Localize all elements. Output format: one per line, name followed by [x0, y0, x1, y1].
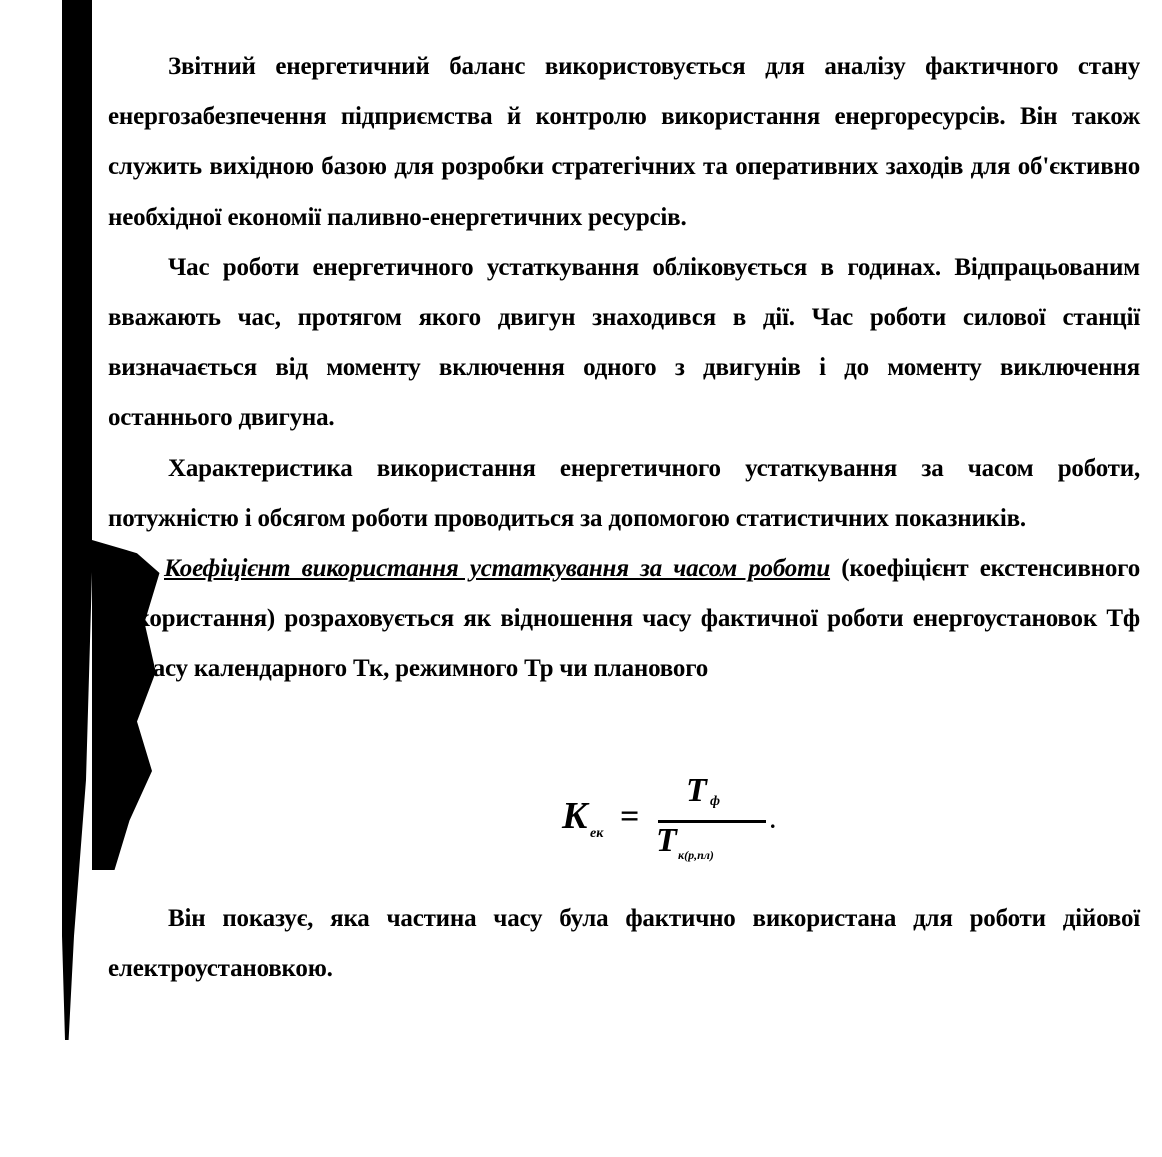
formula-denominator: T [656, 822, 677, 859]
document-body [108, 42, 1140, 695]
definition-text: (коефіцієнт екстенсивного використання) розраховується як відношення часу фактичної роботи енергоустановок Тф до часу календарного Тк, режимного Тр чи планового [108, 555, 1140, 683]
formula-numerator-subscript: ф [710, 794, 721, 809]
paragraph-energy-balance: Звітний енергетичний баланс використовується для аналізу фактичного стану енергозабезпечення підприємства й контролю використання енергоресурсів. Він також служить вихідною базою для розробки стратегічних та оперативних заходів для об'єктивно необхідної економії паливно-енергетичних ресурсів. [108, 53, 1140, 231]
coefficient-formula [562, 772, 822, 872]
paragraph-characteristics: Характеристика використання енергетичного устаткування за часом роботи, потужністю і обсягом роботи проводиться за допомогою статистичних показників. [108, 454, 1140, 532]
formula-numerator: T [686, 772, 707, 809]
formula-period: . [770, 808, 776, 833]
formula-lhs-subscript: ек [590, 826, 604, 841]
formula-equals: = [620, 798, 640, 835]
paragraph-operating-time: Час роботи енергетичного устаткування обліковується в годинах. Відпрацьованим вважають час, протягом якого двигун знаходився в дії. Час роботи силової станції визначається від моменту включення одного з двигунів і до моменту виключення останнього двигуна. [108, 253, 1140, 432]
formula-lhs: K [562, 795, 588, 837]
paragraph-closing: Він показує, яка частина часу була фактично використана для роботи дійової електроустановкою. [108, 905, 1140, 983]
defined-term: Коефіцієнт використання устаткування за часом роботи [164, 555, 831, 583]
formula-denominator-subscript: к(р,пл) [678, 848, 714, 862]
paragraph-coefficient-definition [108, 544, 1140, 695]
document-body-closing [108, 894, 1140, 994]
scan-shadow-edge [62, 0, 92, 1040]
